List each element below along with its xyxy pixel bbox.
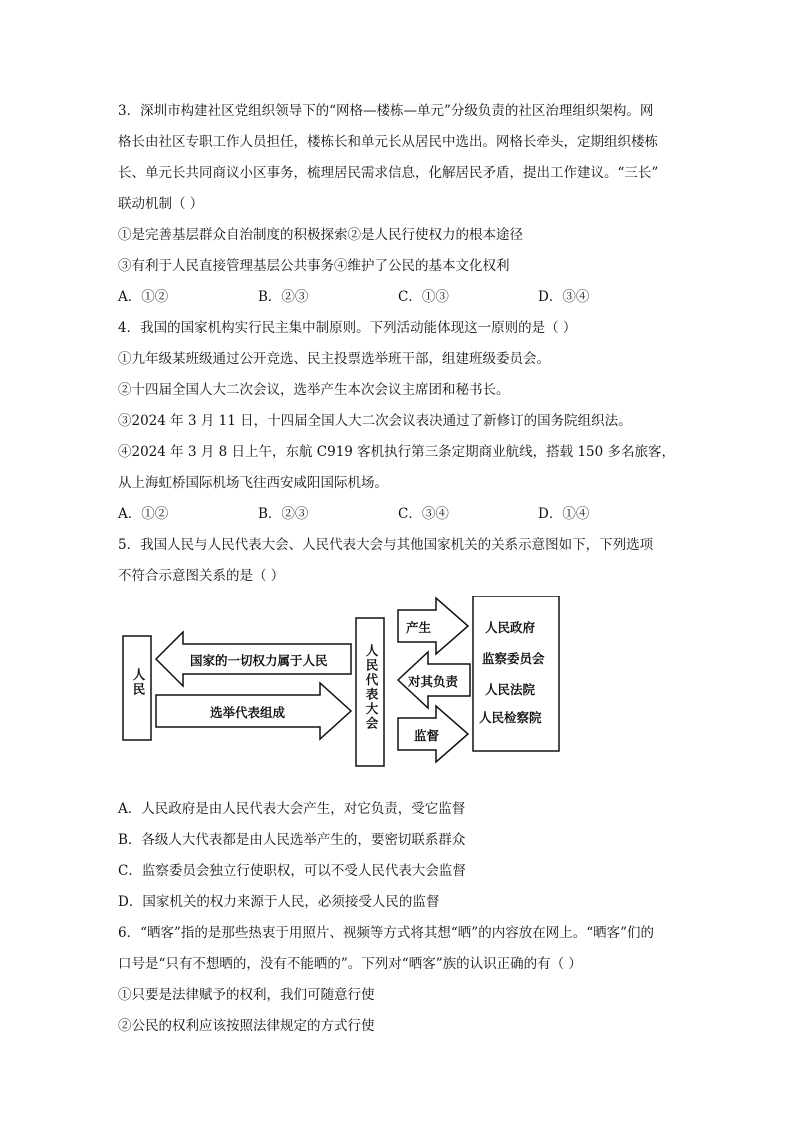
q5-option-d[interactable]: D．国家机关的权力来源于人民，必须接受人民的监督 — [118, 894, 440, 910]
q3-option-b[interactable]: B．②③ — [258, 289, 309, 305]
q3-statement: ③有利于人民直接管理基层公共事务④维护了公民的基本文化权利 — [118, 258, 510, 274]
q4-option-c[interactable]: C．③④ — [398, 506, 449, 522]
supervise-label: 监督 — [414, 728, 440, 743]
diagram-graphics — [118, 596, 678, 786]
organ-supervisory-commission: 监察委员会 — [482, 651, 545, 666]
q5-option-c[interactable]: C．监察委员会独立行使职权，可以不受人民代表大会监督 — [118, 863, 466, 879]
q6-stem-line: 口号是“只有不想晒的，没有不能晒的”。下列对“晒客”族的认识正确的有（ ） — [118, 956, 582, 972]
organ-government: 人民政府 — [485, 620, 536, 635]
q3-stem-line: 3．深圳市构建社区党组织领导下的“网格—楼栋—单元”分级负责的社区治理组织架构。网 — [118, 103, 654, 119]
q4-statement: ③2024 年 3 月 11 日，十四届全国人大二次会议表决通过了新修订的国务院组织法。 — [118, 413, 632, 429]
q4-statement: ①九年级某班级通过公开竞选、民主投票选举班干部，组建班级委员会。 — [118, 351, 550, 367]
q3-options — [118, 282, 678, 313]
responsible-label: 对其负责 — [408, 674, 459, 689]
q4-option-d[interactable]: D．①④ — [538, 506, 590, 522]
relationship-diagram — [118, 596, 678, 786]
q3-option-c[interactable]: C．①③ — [398, 289, 449, 305]
q3-stem-line: 格长由社区专职工作人员担任，楼栋长和单元长从居民中选出。网格长牵头，定期组织楼栋 — [118, 134, 658, 150]
arrow-right-label: 选举代表组成 — [210, 705, 286, 720]
produce-label: 产生 — [406, 620, 432, 635]
q6-stem-line: 6．“晒客”指的是那些热衷于用照片、视频等方式将其想“晒”的内容放在网上。“晒客”们的 — [118, 925, 654, 941]
q3-option-a[interactable]: A．①② — [118, 289, 169, 305]
q5-stem-line: 5．我国人民与人民代表大会、人民代表大会与其他国家机关的关系示意图如下，下列选项 — [118, 537, 654, 553]
q5-option-a[interactable]: A．人民政府是由人民代表大会产生，对它负责，受它监督 — [118, 801, 466, 817]
question-5 — [118, 530, 678, 918]
question-page — [118, 96, 678, 1042]
q4-statement: ④2024 年 3 月 8 日上午，东航 C919 客机执行第三条定期商业航线，搭载 150 多名旅客， — [118, 444, 676, 460]
question-4 — [118, 313, 678, 530]
arrow-left-label: 国家的一切权力属于人民 — [190, 653, 328, 668]
q4-option-a[interactable]: A．①② — [118, 506, 169, 522]
question-6 — [118, 918, 678, 1042]
q4-stem-line: 4．我国的国家机构实行民主集中制原则。下列活动能体现这一原则的是（ ） — [118, 320, 577, 336]
q4-options — [118, 499, 678, 530]
congress-label: 人民代表大会 — [364, 644, 379, 731]
q4-statement: 从上海虹桥国际机场飞往西安咸阳国际机场。 — [118, 475, 388, 491]
people-label: 人民 — [131, 668, 146, 697]
q3-option-d[interactable]: D．③④ — [538, 289, 590, 305]
q3-statement: ①是完善基层群众自治制度的积极探索②是人民行使权力的根本途径 — [118, 227, 523, 243]
q5-stem-line: 不符合示意图关系的是（ ） — [118, 568, 285, 584]
q5-option-b[interactable]: B．各级人大代表都是由人民选举产生的，要密切联系群众 — [118, 832, 466, 848]
q4-statement: ②十四届全国人大二次会议，选举产生本次会议主席团和秘书长。 — [118, 382, 510, 398]
organ-procuratorate: 人民检察院 — [479, 710, 542, 725]
question-3 — [118, 96, 678, 313]
q4-option-b[interactable]: B．②③ — [258, 506, 309, 522]
q3-stem-line: 联动机制（ ） — [118, 196, 204, 212]
q6-statement: ②公民的权利应该按照法律规定的方式行使 — [118, 1018, 375, 1034]
q6-statement: ①只要是法律赋予的权利，我们可随意行使 — [118, 987, 375, 1003]
q3-stem-line: 长、单元长共同商议小区事务，梳理居民需求信息，化解居民矛盾，提出工作建议。“三长” — [118, 165, 659, 181]
organ-court: 人民法院 — [485, 682, 536, 697]
